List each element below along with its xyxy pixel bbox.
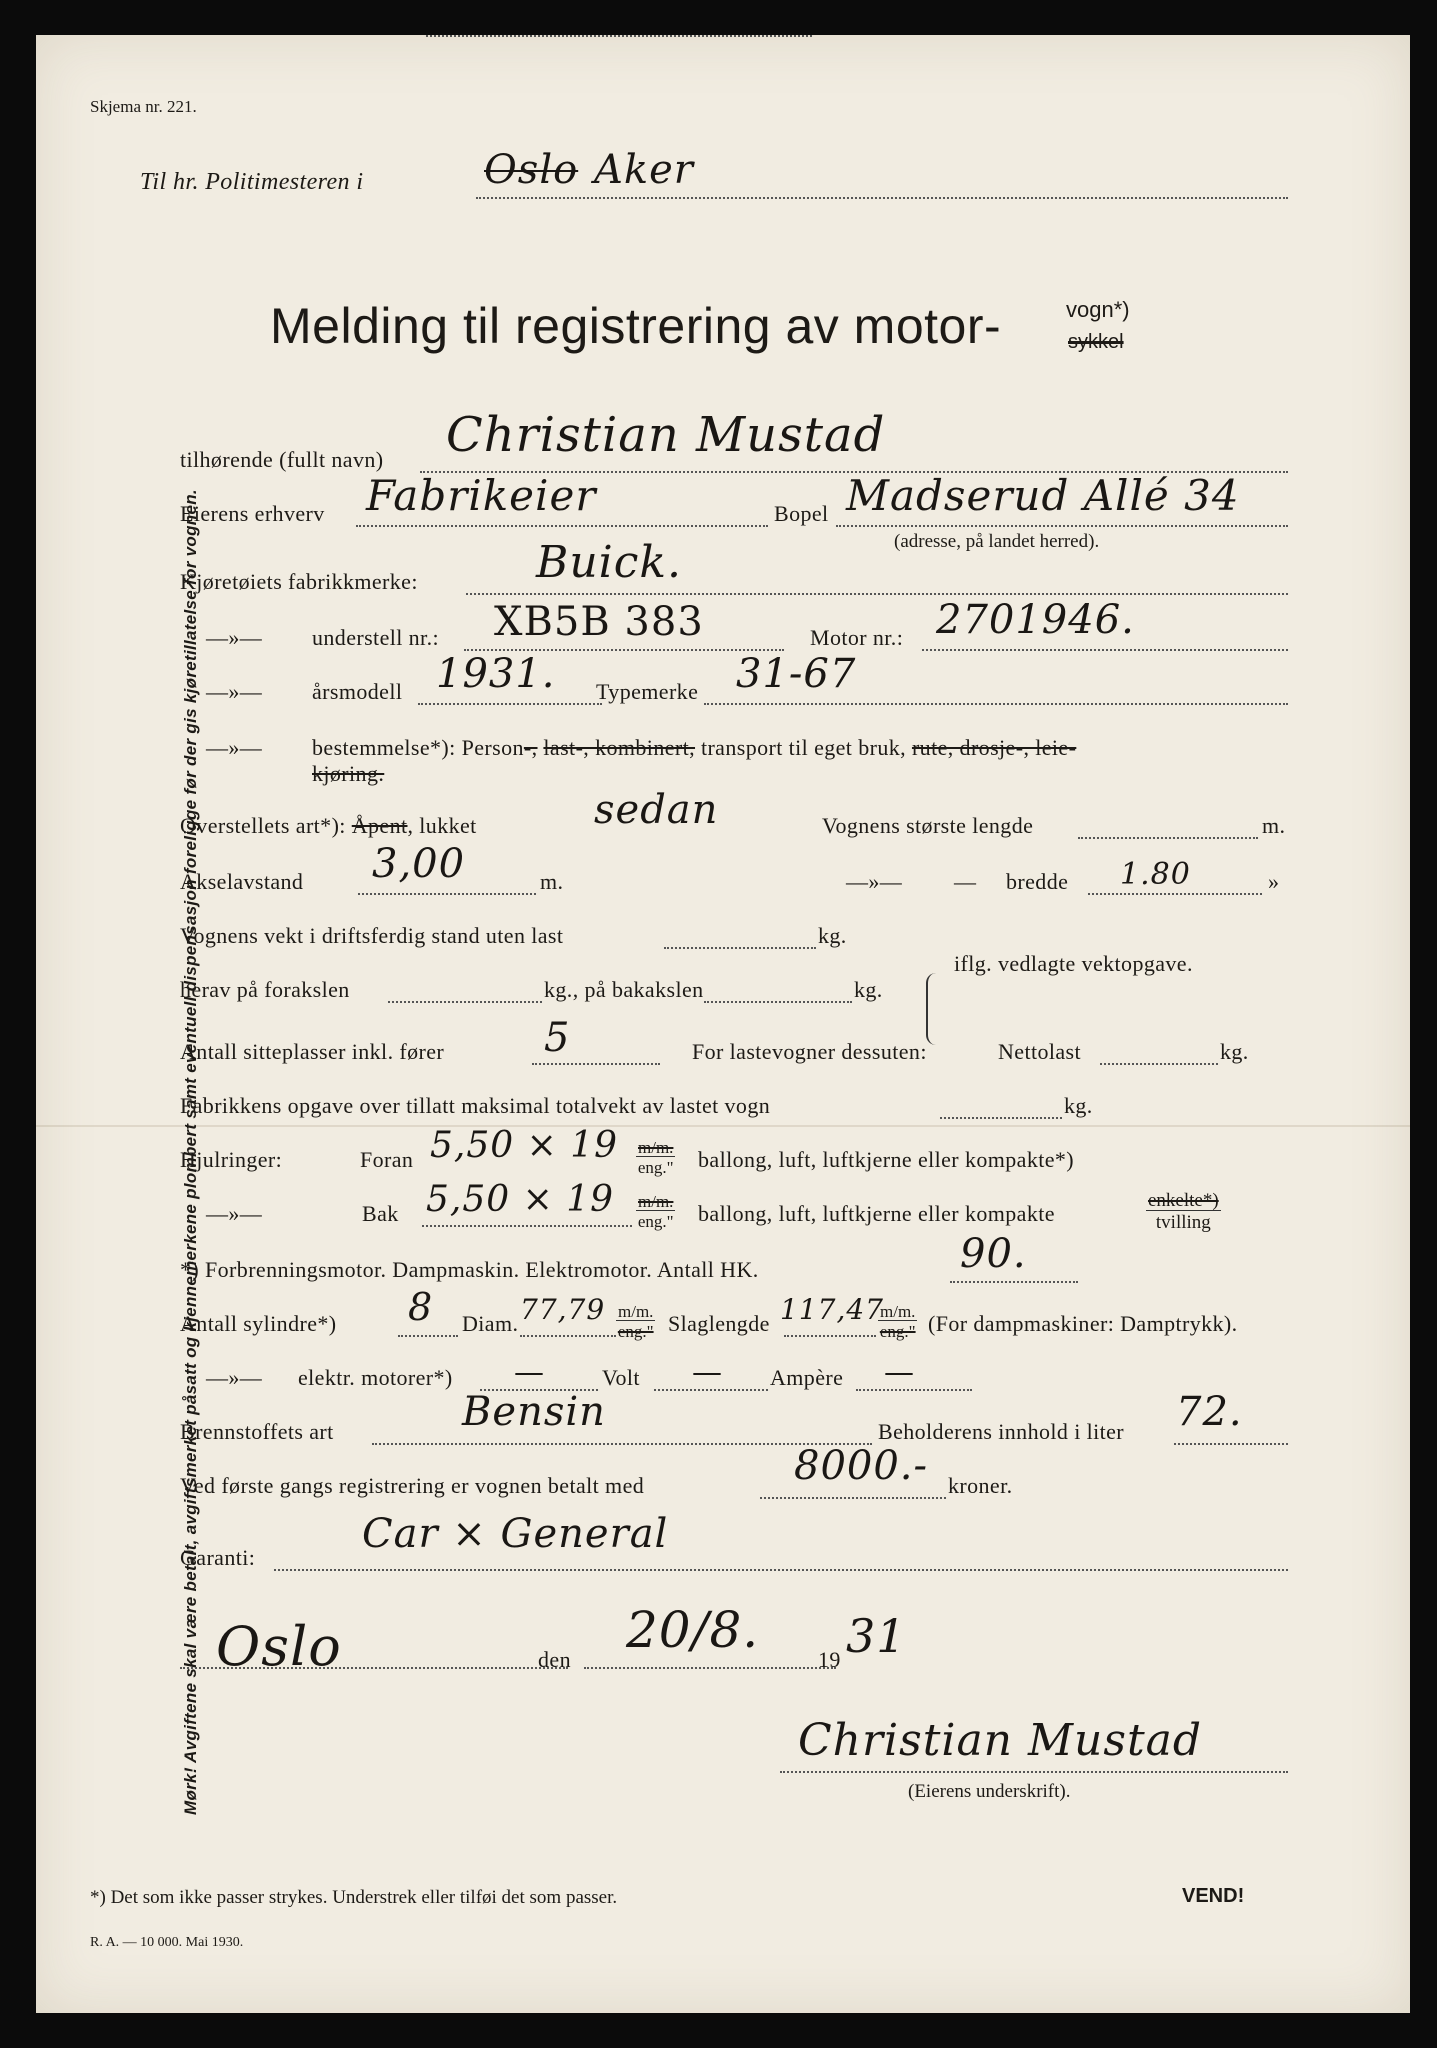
rear-tire-twin: tvilling bbox=[1155, 1212, 1211, 1233]
type-label: Typemerke bbox=[596, 679, 699, 704]
addressee-line bbox=[476, 197, 1288, 199]
front-tire-label: Foran bbox=[360, 1147, 414, 1172]
front-axle-line bbox=[388, 1001, 542, 1003]
address-value: Madserud Allé 34 bbox=[846, 471, 1240, 520]
volt-label: Volt bbox=[602, 1365, 640, 1390]
tires-label: Hjulringer: bbox=[180, 1147, 283, 1172]
cylinders-label: Antall sylindre*) bbox=[180, 1311, 337, 1336]
width-ditto: —»— bbox=[846, 869, 903, 894]
stroke-label: Slaglengde bbox=[668, 1311, 770, 1336]
ampere-label: Ampère bbox=[770, 1365, 844, 1390]
addressee-struck: Oslo bbox=[484, 147, 579, 193]
max-weight-line bbox=[940, 1117, 1062, 1119]
front-tire-value: 5,50 × 19 bbox=[430, 1125, 619, 1166]
chassis-label: understell nr.: bbox=[312, 625, 439, 650]
model-year-line bbox=[418, 703, 602, 705]
wheelbase-unit: m. bbox=[540, 869, 564, 894]
paper-fold bbox=[36, 1125, 1410, 1127]
front-tire-line bbox=[426, 35, 632, 37]
rear-tire-eng: eng." bbox=[637, 1212, 674, 1231]
diam-unit bbox=[616, 1303, 655, 1340]
front-tire-types: ballong, luft, luftkjerne eller kompakte*) bbox=[698, 1147, 1075, 1172]
hp-line bbox=[950, 1281, 1078, 1283]
stroke-unit bbox=[878, 1303, 917, 1340]
year-value: 31 bbox=[846, 1609, 907, 1663]
make-label: Kjøretøiets fabrikkmerke: bbox=[180, 569, 418, 594]
cylinders-value: 8 bbox=[408, 1285, 434, 1329]
stroke-eng: eng." bbox=[879, 1322, 916, 1341]
address-note: (adresse, på landet herred). bbox=[894, 531, 1100, 552]
print-reference: R. A. — 10 000. Mai 1930. bbox=[90, 1935, 244, 1950]
ampere-value: — bbox=[884, 1355, 915, 1390]
max-weight-unit: kg. bbox=[1064, 1093, 1093, 1118]
registration-form-sheet bbox=[36, 35, 1410, 2013]
rear-tire-value: 5,50 × 19 bbox=[426, 1179, 615, 1220]
rear-tire-mm: m/m. bbox=[638, 1192, 674, 1211]
front-tire-eng: eng." bbox=[637, 1158, 674, 1177]
vend-note: VEND! bbox=[1182, 1885, 1245, 1907]
netload-unit: kg. bbox=[1220, 1039, 1249, 1064]
length-label: Vognens største lengde bbox=[822, 813, 1034, 838]
diam-eng: eng." bbox=[617, 1322, 654, 1341]
length-unit: m. bbox=[1262, 813, 1286, 838]
date-label: den bbox=[538, 1647, 571, 1672]
make-line bbox=[466, 593, 1288, 595]
max-weight-label: Fabrikkens opgave over tillatt maksimal totalvekt av lastet vogn bbox=[180, 1093, 771, 1118]
electric-label: elektr. motorer*) bbox=[298, 1365, 453, 1390]
tank-value: 72. bbox=[1176, 1389, 1243, 1435]
body-type-label: Overstellets art*): bbox=[180, 813, 346, 838]
vertical-side-note: Mørk! Avgiftene skal være betalt, avgiftsmerket påsatt og kjennemerkene plombert samt eventuell dispensasjon foreligge før der gis kjøretillatelse for vognen. bbox=[181, 489, 200, 1815]
price-value: 8000.- bbox=[794, 1443, 929, 1489]
make-value: Buick. bbox=[536, 537, 683, 588]
diam-line bbox=[520, 1335, 616, 1337]
purpose-struck-3: kjøring. bbox=[312, 761, 385, 786]
rear-axle-label: kg., på bakakslen bbox=[544, 977, 704, 1002]
price-label: Ved første gangs registrering er vognen betalt med bbox=[180, 1473, 645, 1498]
rear-tire-single: enkelte*) bbox=[1148, 1190, 1219, 1211]
rear-tire-line bbox=[422, 1225, 632, 1227]
owner-value: Christian Mustad bbox=[446, 407, 886, 463]
price-unit: kroner. bbox=[948, 1473, 1013, 1498]
rear-tire-label: Bak bbox=[362, 1201, 399, 1226]
addressee-value: Aker bbox=[594, 147, 694, 193]
diam-mm: m/m. bbox=[618, 1302, 654, 1321]
weight-line bbox=[664, 947, 816, 949]
body-closed-label: , lukket bbox=[407, 813, 477, 838]
seats-value: 5 bbox=[544, 1015, 571, 1061]
title-vogn: vogn*) bbox=[1066, 297, 1130, 322]
wheelbase-line bbox=[358, 893, 536, 895]
stroke-mm: m/m. bbox=[880, 1302, 916, 1321]
place-value: Oslo bbox=[216, 1615, 342, 1678]
width-end: » bbox=[1268, 869, 1280, 894]
body-label bbox=[180, 813, 477, 839]
occupation-value: Fabrikeier bbox=[366, 471, 597, 520]
guarantee-line bbox=[274, 1569, 1288, 1571]
weight-unit: kg. bbox=[818, 923, 847, 948]
footnote: *) Det som ikke passer strykes. Understrek eller tilføi det som passer. bbox=[90, 1887, 618, 1908]
purpose-label: bestemmelse*): bbox=[312, 735, 456, 760]
front-axle-label: herav på forakslen bbox=[180, 977, 350, 1002]
year-prefix: 19 bbox=[818, 1647, 841, 1672]
date-value: 20/8. bbox=[626, 1601, 760, 1659]
stroke-value: 117,47 bbox=[780, 1293, 884, 1326]
hp-value: 90. bbox=[960, 1231, 1027, 1277]
date-line bbox=[584, 1667, 836, 1669]
purpose-struck-1: last-, kombinert, bbox=[543, 735, 696, 760]
body-value: sedan bbox=[594, 787, 719, 833]
width-line bbox=[1088, 893, 1262, 895]
netload-line bbox=[1100, 1063, 1218, 1065]
rear-tire-mounting bbox=[1146, 1191, 1221, 1232]
stroke-line bbox=[784, 1335, 876, 1337]
wheelbase-label: Akselavstand bbox=[180, 869, 304, 894]
chassis-ditto: —»— bbox=[206, 625, 263, 650]
wheelbase-value: 3,00 bbox=[372, 841, 466, 887]
seats-label: Antall sitteplasser inkl. fører bbox=[180, 1039, 445, 1064]
width-value: 1.80 bbox=[1120, 857, 1191, 892]
purpose-dash: -, bbox=[523, 735, 538, 760]
address-label: Bopel bbox=[774, 501, 829, 526]
fuel-value: Bensin bbox=[462, 1389, 606, 1435]
width-label: bredde bbox=[1006, 869, 1069, 894]
owner-signature: Christian Mustad bbox=[798, 1715, 1203, 1766]
weight-label: Vognens vekt i driftsferdig stand uten last bbox=[180, 923, 564, 948]
weight-note: iflg. vedlagte vektopgave. bbox=[954, 951, 1193, 976]
model-year-ditto: —»— bbox=[206, 679, 263, 704]
purpose-line-1 bbox=[312, 735, 1076, 761]
truck-label: For lastevogner dessuten: bbox=[692, 1039, 927, 1064]
engine-types: *) Forbrenningsmotor. Dampmaskin. Elektromotor. Antall HK. bbox=[180, 1257, 759, 1282]
type-value: 31-67 bbox=[736, 651, 857, 697]
guarantee-value: Car × General bbox=[362, 1511, 669, 1557]
model-year-label: årsmodell bbox=[312, 679, 403, 704]
purpose-own-transport: transport til eget bruk, bbox=[700, 735, 907, 760]
signature-label: (Eierens underskrift). bbox=[908, 1781, 1071, 1802]
diam-value: 77,79 bbox=[520, 1293, 606, 1326]
guarantee-label: Garanti: bbox=[180, 1545, 256, 1570]
fuel-label: Brennstoffets art bbox=[180, 1419, 334, 1444]
owner-label: tilhørende (fullt navn) bbox=[180, 447, 384, 472]
chassis-value: XB5B 383 bbox=[494, 599, 704, 645]
model-year-value: 1931. bbox=[436, 651, 556, 697]
form-title: Melding til registrering av motor- bbox=[270, 298, 1002, 354]
purpose-person: Person bbox=[461, 735, 524, 760]
price-line bbox=[760, 1497, 946, 1499]
rear-axle-unit: kg. bbox=[854, 977, 883, 1002]
length-line bbox=[1078, 837, 1258, 839]
purpose-ditto: —»— bbox=[206, 735, 263, 760]
motor-no-label: Motor nr.: bbox=[810, 625, 904, 650]
motor-no-value: 2701946. bbox=[936, 597, 1135, 643]
purpose-struck-2: rute, drosje-, leie- bbox=[911, 735, 1077, 760]
electric-value: — bbox=[514, 1355, 545, 1390]
title-sykkel: sykkel bbox=[1068, 331, 1124, 353]
width-dash: — bbox=[954, 869, 977, 894]
tank-line bbox=[1174, 1443, 1288, 1445]
body-open-struck: Åpent bbox=[351, 813, 408, 838]
addressee-label: Til hr. Politimesteren i bbox=[140, 169, 364, 195]
front-tire-unit bbox=[636, 1139, 675, 1176]
type-line bbox=[704, 703, 1288, 705]
seats-line bbox=[532, 1063, 660, 1065]
tank-label: Beholderens innhold i liter bbox=[878, 1419, 1125, 1444]
rear-tire-unit bbox=[636, 1193, 675, 1230]
front-tire-mm: m/m. bbox=[638, 1138, 674, 1157]
electric-ditto: —»— bbox=[206, 1365, 263, 1390]
netload-label: Nettolast bbox=[998, 1039, 1082, 1064]
address-line bbox=[836, 525, 1288, 527]
diam-label: Diam. bbox=[462, 1311, 519, 1336]
rear-axle-line bbox=[704, 1001, 852, 1003]
signature-line bbox=[780, 1771, 1288, 1773]
cylinders-line bbox=[398, 1335, 458, 1337]
occupation-line bbox=[356, 525, 768, 527]
rear-tire-ditto: —»— bbox=[206, 1201, 263, 1226]
motor-no-line bbox=[922, 649, 1288, 651]
rear-tire-types: ballong, luft, luftkjerne eller kompakte bbox=[698, 1201, 1055, 1226]
occupation-label: Eierens erhverv bbox=[180, 501, 325, 526]
schema-number: Skjema nr. 221. bbox=[90, 97, 197, 116]
volt-value: — bbox=[692, 1355, 723, 1390]
steam-note: (For dampmaskiner: Damptrykk). bbox=[928, 1311, 1238, 1336]
weight-bracket bbox=[926, 973, 938, 1045]
